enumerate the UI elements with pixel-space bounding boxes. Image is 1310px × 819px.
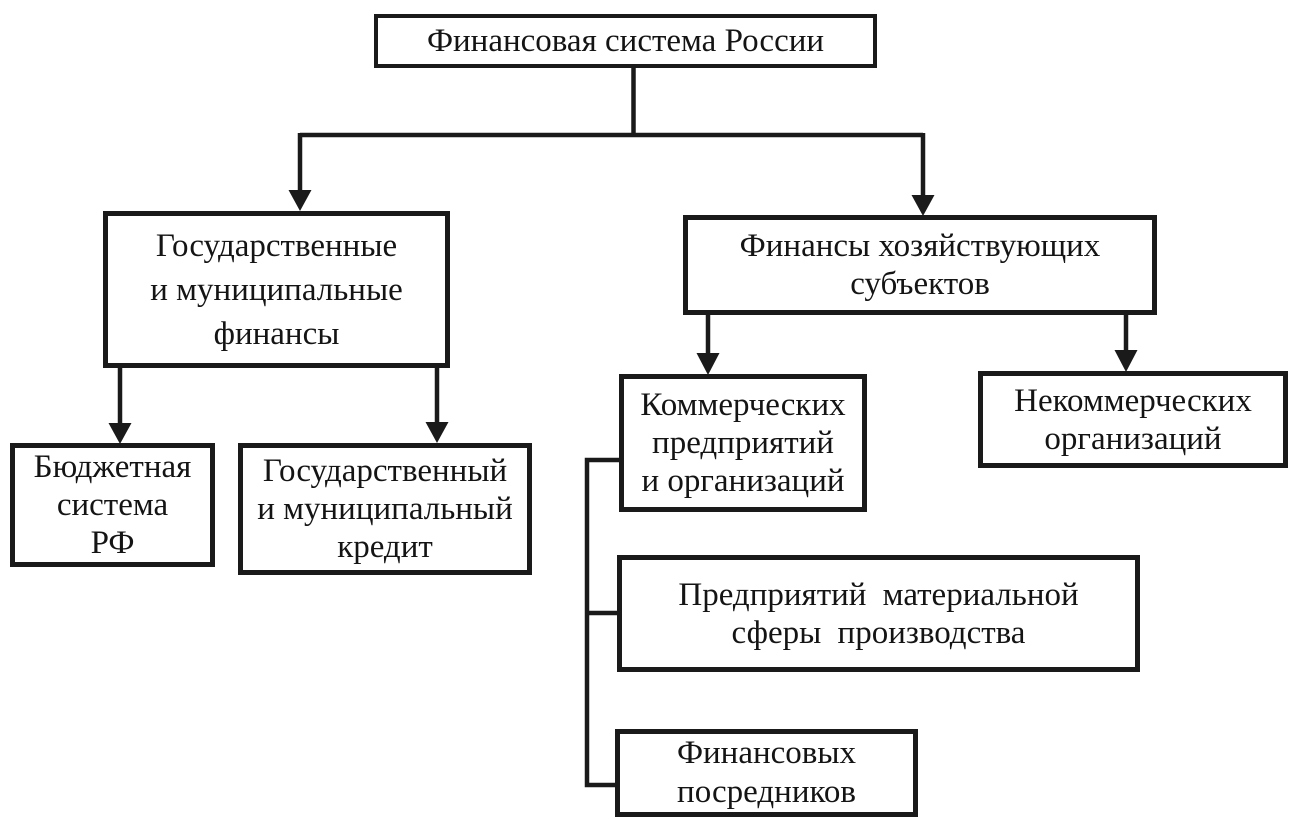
node-text	[688, 227, 1152, 303]
node-line: Государственные	[155, 227, 398, 264]
arrowhead-budget	[109, 423, 132, 444]
node-line: Коммерческих	[640, 387, 846, 423]
node-financial-intermediaries	[615, 729, 918, 817]
arrowhead-credit	[426, 422, 449, 443]
node-line: система	[56, 487, 169, 523]
node-commercial-enterprises	[619, 374, 867, 512]
node-state-municipal-credit	[238, 443, 532, 575]
node-line: Финансовая система России	[426, 23, 825, 59]
node-text	[622, 576, 1135, 652]
node-business-entities-finances	[683, 215, 1157, 315]
node-line: кредит	[337, 529, 433, 565]
node-financial-system-root	[374, 14, 877, 68]
node-text	[624, 386, 862, 500]
node-text	[108, 224, 445, 356]
node-line: финансы	[213, 315, 340, 352]
arrowhead-commercial	[697, 353, 720, 375]
node-line: РФ	[90, 525, 135, 561]
node-text	[243, 452, 527, 566]
node-line: Финансы хозяйствующих	[739, 228, 1101, 264]
node-material-production-enterprises	[617, 555, 1140, 672]
node-line: организаций	[1044, 420, 1222, 457]
node-line: Бюджетная	[33, 449, 192, 485]
arrowhead-business	[912, 195, 935, 216]
node-state-municipal-finances	[103, 211, 450, 368]
node-text	[620, 734, 913, 812]
node-text	[15, 448, 210, 562]
node-line: субъектов	[850, 266, 990, 302]
node-line: и муниципальные	[150, 271, 403, 308]
node-line: Некоммерческих	[1014, 382, 1252, 419]
node-noncommercial-organizations	[978, 371, 1288, 468]
node-budget-system-rf	[10, 443, 215, 567]
node-line: и организаций	[641, 463, 845, 499]
node-line: Государственный	[262, 453, 508, 489]
node-line: предприятий	[652, 425, 834, 461]
node-line: и муниципальный	[257, 491, 513, 527]
arrowhead-noncommercial	[1115, 350, 1138, 372]
node-text	[983, 382, 1283, 458]
node-text	[378, 22, 873, 60]
arrowhead-state	[289, 190, 312, 211]
node-line: Финансовых	[676, 735, 857, 771]
node-line: Предприятий материальной	[678, 576, 1079, 613]
node-line: посредников	[677, 774, 856, 810]
node-line: сферы производства	[731, 614, 1026, 651]
